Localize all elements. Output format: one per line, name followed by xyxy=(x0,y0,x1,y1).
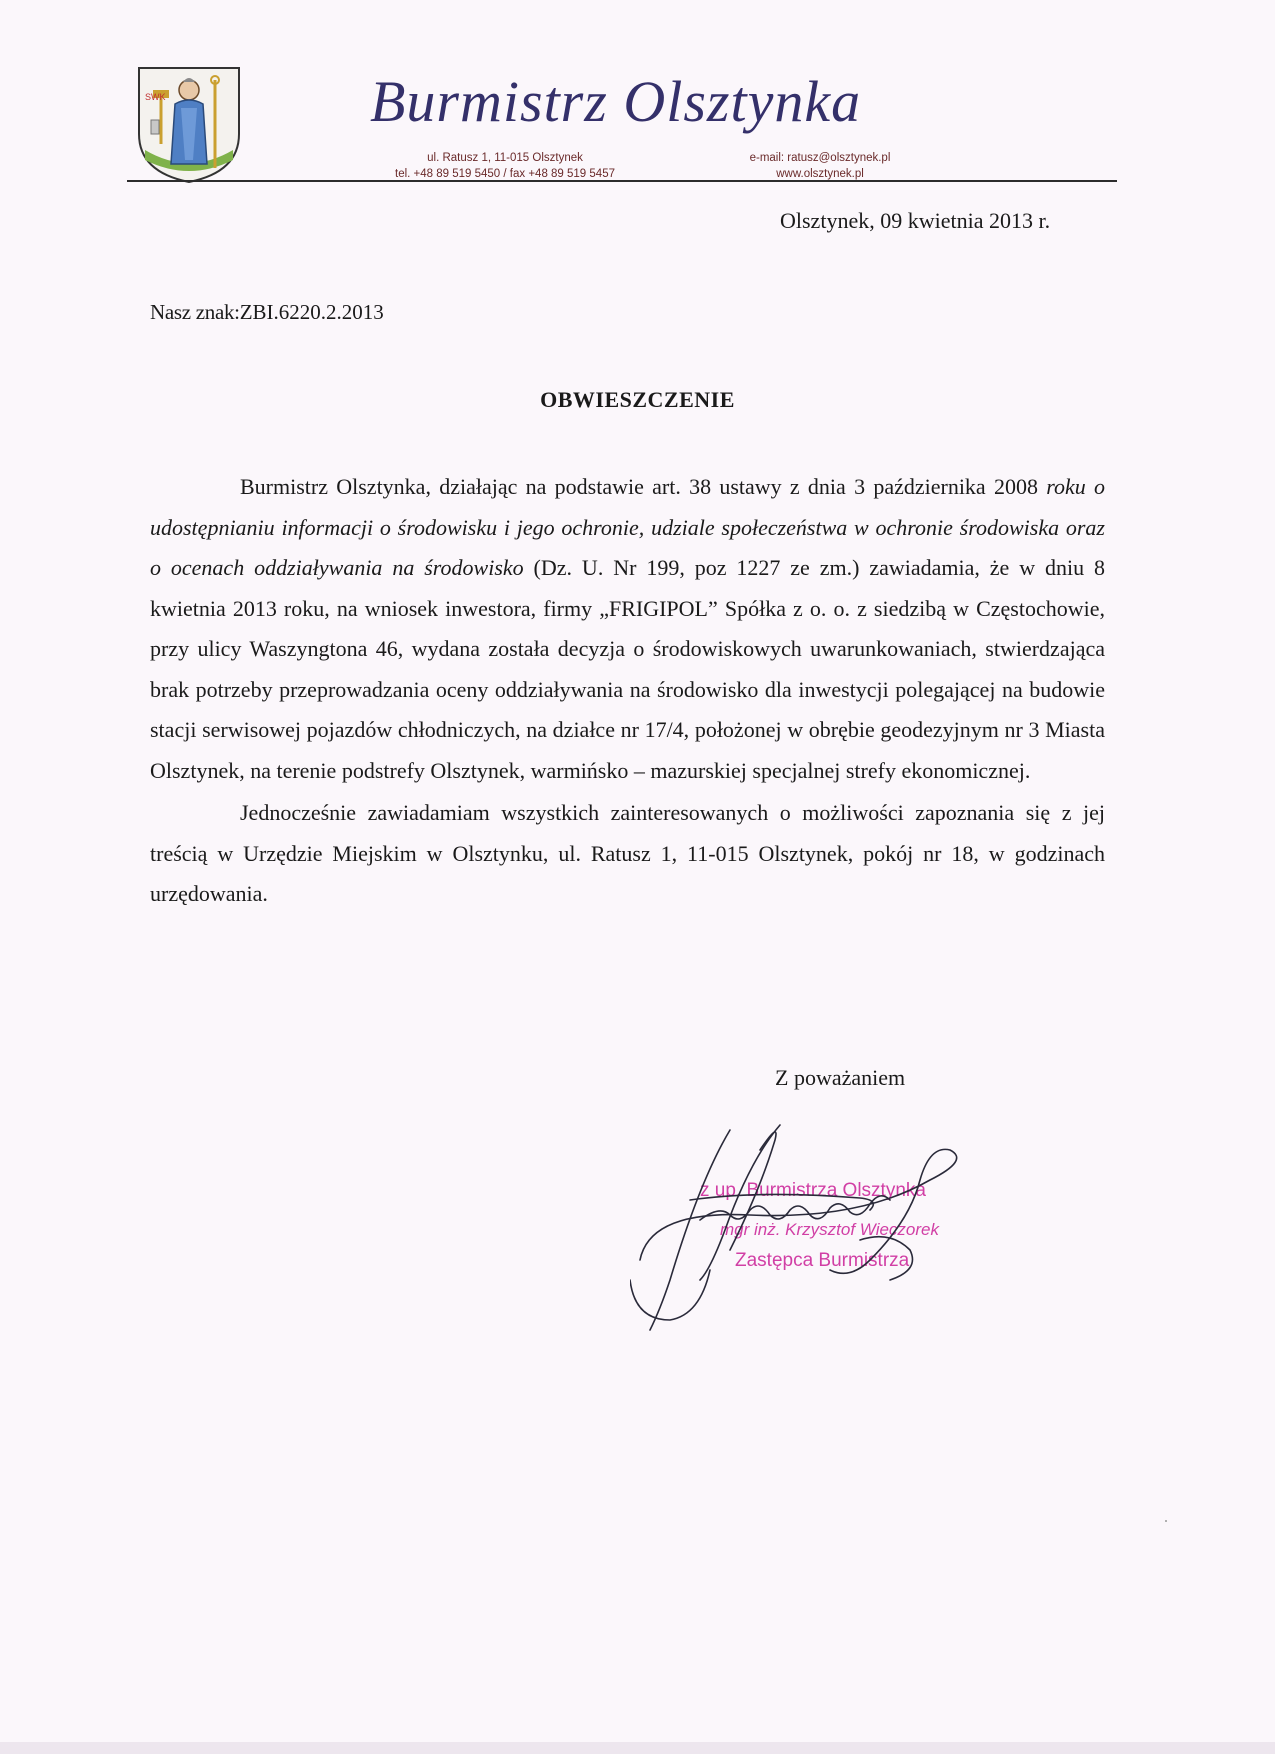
letterhead-address xyxy=(340,150,670,182)
phone-fax-line: tel. +48 89 519 5450 / fax +48 89 519 5457 xyxy=(395,168,615,180)
paragraph-1 xyxy=(150,467,1105,791)
scan-artifact xyxy=(1165,1520,1167,1522)
svg-text:SWK: SWK xyxy=(145,92,166,102)
stamp-name: mgr inż. Krzysztof Wieczorek xyxy=(720,1220,939,1239)
letterhead-divider xyxy=(127,180,1117,182)
coat-of-arms-icon xyxy=(135,64,243,186)
paragraph-2: Jednocześnie zawiadamiam wszystkich zainteresowanych o możliwości zapoznania się z jej treścią w Urzędzie Miejskim w Olsztynku, ul. Ratusz 1, 11-015 Olsztynek, pokój nr 18, w godzinach urzędowania. xyxy=(150,800,1105,906)
reference-number xyxy=(150,300,384,325)
paragraph-1-lead: Burmistrz Olsztynka, działając na podstawie art. 38 ustawy z dnia 3 października 2008 xyxy=(240,474,1047,499)
scan-edge xyxy=(0,1742,1275,1754)
address-line: ul. Ratusz 1, 11-015 Olsztynek xyxy=(427,152,583,164)
stamp-authority: z up. Burmistrza Olsztynka xyxy=(700,1180,926,1201)
reference-value: ZBI.6220.2.2013 xyxy=(239,300,384,324)
paragraph-1-rest: (Dz. U. Nr 199, poz 1227 ze zm.) zawiadamia, że w dniu 8 kwietnia 2013 roku, na wniosek inwestora, firmy „FRIGIPOL” Spółka z o. o. z siedzibą w Częstochowie, przy ulicy Waszyngtona 46, wydana została decyzja o środowiskowych uwarunkowaniach, stwierdzająca brak potrzeby przeprowadzania oceny oddziaływania na środowisko dla inwestycji polegającej na budowie stacji serwisowej pojazdów chłodniczych, na działce nr 17/4, położonej w obrębie geodezyjnym nr 3 Miasta Olsztynek, na terenie podstrefy Olsztynek, warmińsko – mazurskiej specjalnej strefy ekonomicznej. xyxy=(150,555,1105,783)
email-line: e-mail: ratusz@olsztynek.pl xyxy=(749,152,891,164)
handwritten-signature xyxy=(630,1120,1030,1340)
stamp-position: Zastępca Burmistrza xyxy=(735,1250,910,1271)
document-date: Olsztynek, 09 kwietnia 2013 r. xyxy=(780,208,1051,233)
closing-phrase: Z poważaniem xyxy=(775,1065,906,1090)
document-body xyxy=(150,467,1105,915)
letterhead-contact xyxy=(700,150,940,182)
reference-label: Nasz znak: xyxy=(150,300,240,324)
document-title: OBWIESZCZENIE xyxy=(540,387,735,412)
website-line: www.olsztynek.pl xyxy=(776,168,864,180)
act-title: roku o udostępnianiu informacji o środowisku i jego ochronie, udziale społeczeństwa w ochronie środowiska oraz o ocenach oddziaływania na środowisko xyxy=(150,474,1105,580)
letterhead-title: Burmistrz Olsztynka xyxy=(370,69,862,134)
